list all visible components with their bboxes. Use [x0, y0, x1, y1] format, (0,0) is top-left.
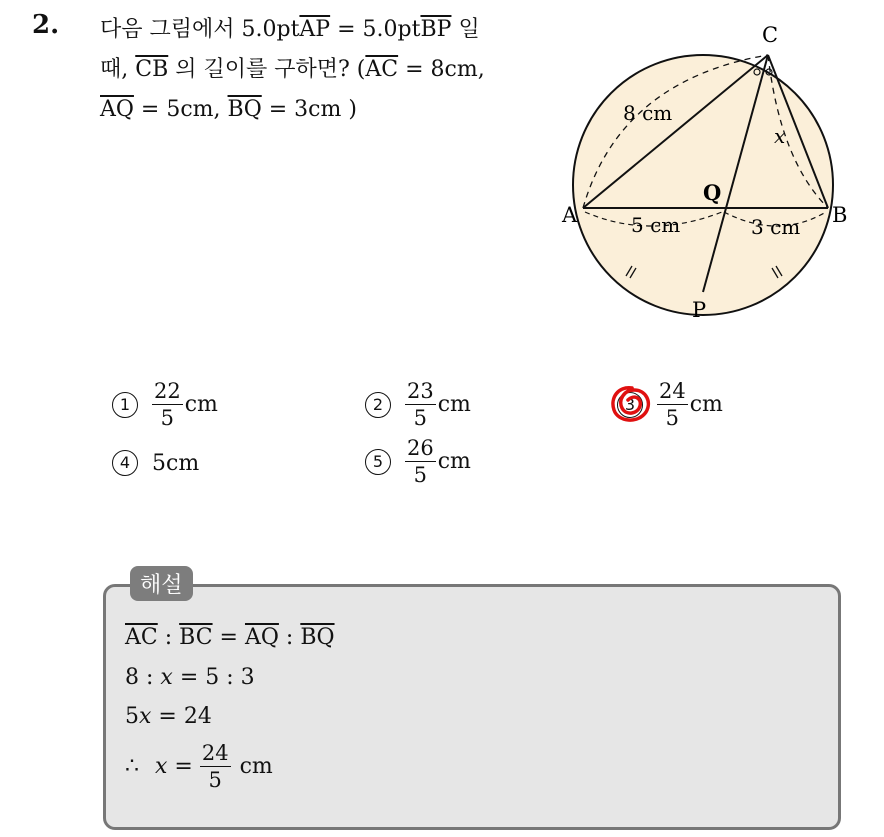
- segment-bq: $\overline{BQ}$: [300, 625, 335, 650]
- question-text-part: 의 길이를 구하면? (: [168, 57, 366, 82]
- label-c: C: [762, 23, 779, 47]
- solution-tag: 해설: [130, 566, 193, 601]
- variable-x: x: [139, 704, 152, 729]
- choice-unit: cm: [689, 392, 723, 417]
- solution-text: = 24: [151, 704, 212, 729]
- segment-aq: $\overline{AQ}$: [244, 625, 279, 650]
- fraction-denominator: 5: [208, 768, 222, 792]
- fraction-numerator: 24: [659, 379, 686, 403]
- variable-x: x: [160, 665, 173, 690]
- question-line-3: [100, 90, 540, 130]
- solution-text: 5: [125, 704, 139, 729]
- choice-number: 5: [365, 449, 391, 475]
- choice-4[interactable]: [112, 450, 199, 476]
- choice-1[interactable]: [112, 378, 218, 431]
- question-text-part: = 3cm ): [261, 97, 357, 122]
- question-text-part: = 8cm,: [398, 57, 485, 82]
- arc-bp: $\overline{BP}$: [420, 17, 452, 42]
- segment-ac: $\overline{AC}$: [125, 625, 158, 650]
- circle-figure: [555, 18, 875, 328]
- fraction-numerator: 24: [201, 741, 229, 765]
- solution-text: =: [167, 754, 200, 779]
- choice-value: 5cm: [152, 450, 200, 476]
- solution-text: 8 :: [125, 665, 161, 690]
- question-text-part: 때,: [100, 57, 136, 82]
- fraction-denominator: 5: [413, 463, 428, 487]
- choice-2[interactable]: [365, 378, 471, 431]
- arc-ap: $\overline{AP}$: [299, 17, 331, 42]
- segment-cb: $\overline{CB}$: [135, 57, 169, 82]
- segment-bq: $\overline{BQ}$: [227, 97, 262, 122]
- choice-unit: cm: [437, 392, 471, 417]
- choice-unit: cm: [437, 449, 471, 474]
- solution-text: :: [157, 625, 180, 650]
- choice-number: 4: [112, 450, 138, 476]
- fraction-numerator: 23: [407, 379, 434, 403]
- solution-text: = 5 : 3: [172, 665, 255, 690]
- question-text: [100, 10, 540, 130]
- question-line-2: [100, 50, 540, 90]
- solution-panel: [103, 584, 841, 830]
- fraction-denominator: 5: [160, 406, 175, 430]
- solution-text: :: [278, 625, 301, 650]
- fraction: [657, 378, 688, 431]
- question-text-part: = 5cm,: [133, 97, 228, 122]
- segment-bc: $\overline{BC}$: [179, 625, 213, 650]
- fraction-numerator: 26: [407, 436, 434, 460]
- question-text-part: 다음 그림에서 5.0pt: [100, 17, 300, 42]
- question-line-1: [100, 10, 540, 50]
- fraction: [200, 740, 231, 793]
- label-p: P: [692, 298, 707, 322]
- choice-unit: cm: [184, 392, 218, 417]
- choice-number: 1: [112, 392, 138, 418]
- fraction-denominator: 5: [413, 406, 428, 430]
- label-a: A: [562, 203, 578, 227]
- label-aq-length: 5 cm: [631, 213, 681, 237]
- answer-mark-icon: [606, 380, 654, 428]
- solution-line-2: [125, 665, 255, 690]
- fraction: [405, 378, 436, 431]
- segment-aq: $\overline{AQ}$: [100, 97, 134, 122]
- question-text-part: = 5.0pt: [330, 17, 421, 42]
- fraction: [152, 378, 183, 431]
- fraction: [405, 435, 436, 488]
- choice-number: 3: [617, 392, 643, 418]
- label-ac-length: 8 cm: [623, 101, 673, 125]
- question-number: 2.: [32, 10, 60, 40]
- solution-unit: cm: [232, 754, 273, 779]
- segment-ac: $\overline{AC}$: [365, 57, 399, 82]
- variable-x: x: [155, 754, 168, 779]
- fraction-numerator: 22: [154, 379, 181, 403]
- choice-number: 2: [365, 392, 391, 418]
- solution-line-1: [125, 625, 335, 650]
- label-x: x: [774, 124, 786, 148]
- label-q: Q: [703, 180, 722, 205]
- solution-line-3: [125, 704, 212, 729]
- fraction-denominator: 5: [665, 406, 680, 430]
- therefore-symbol: ∴: [125, 754, 139, 779]
- solution-text: =: [212, 625, 245, 650]
- label-bq-length: 3 cm: [751, 215, 801, 239]
- label-b: B: [832, 203, 848, 227]
- choice-5[interactable]: [365, 435, 471, 488]
- solution-line-4: [125, 740, 273, 793]
- question-text-part: 일: [451, 17, 480, 42]
